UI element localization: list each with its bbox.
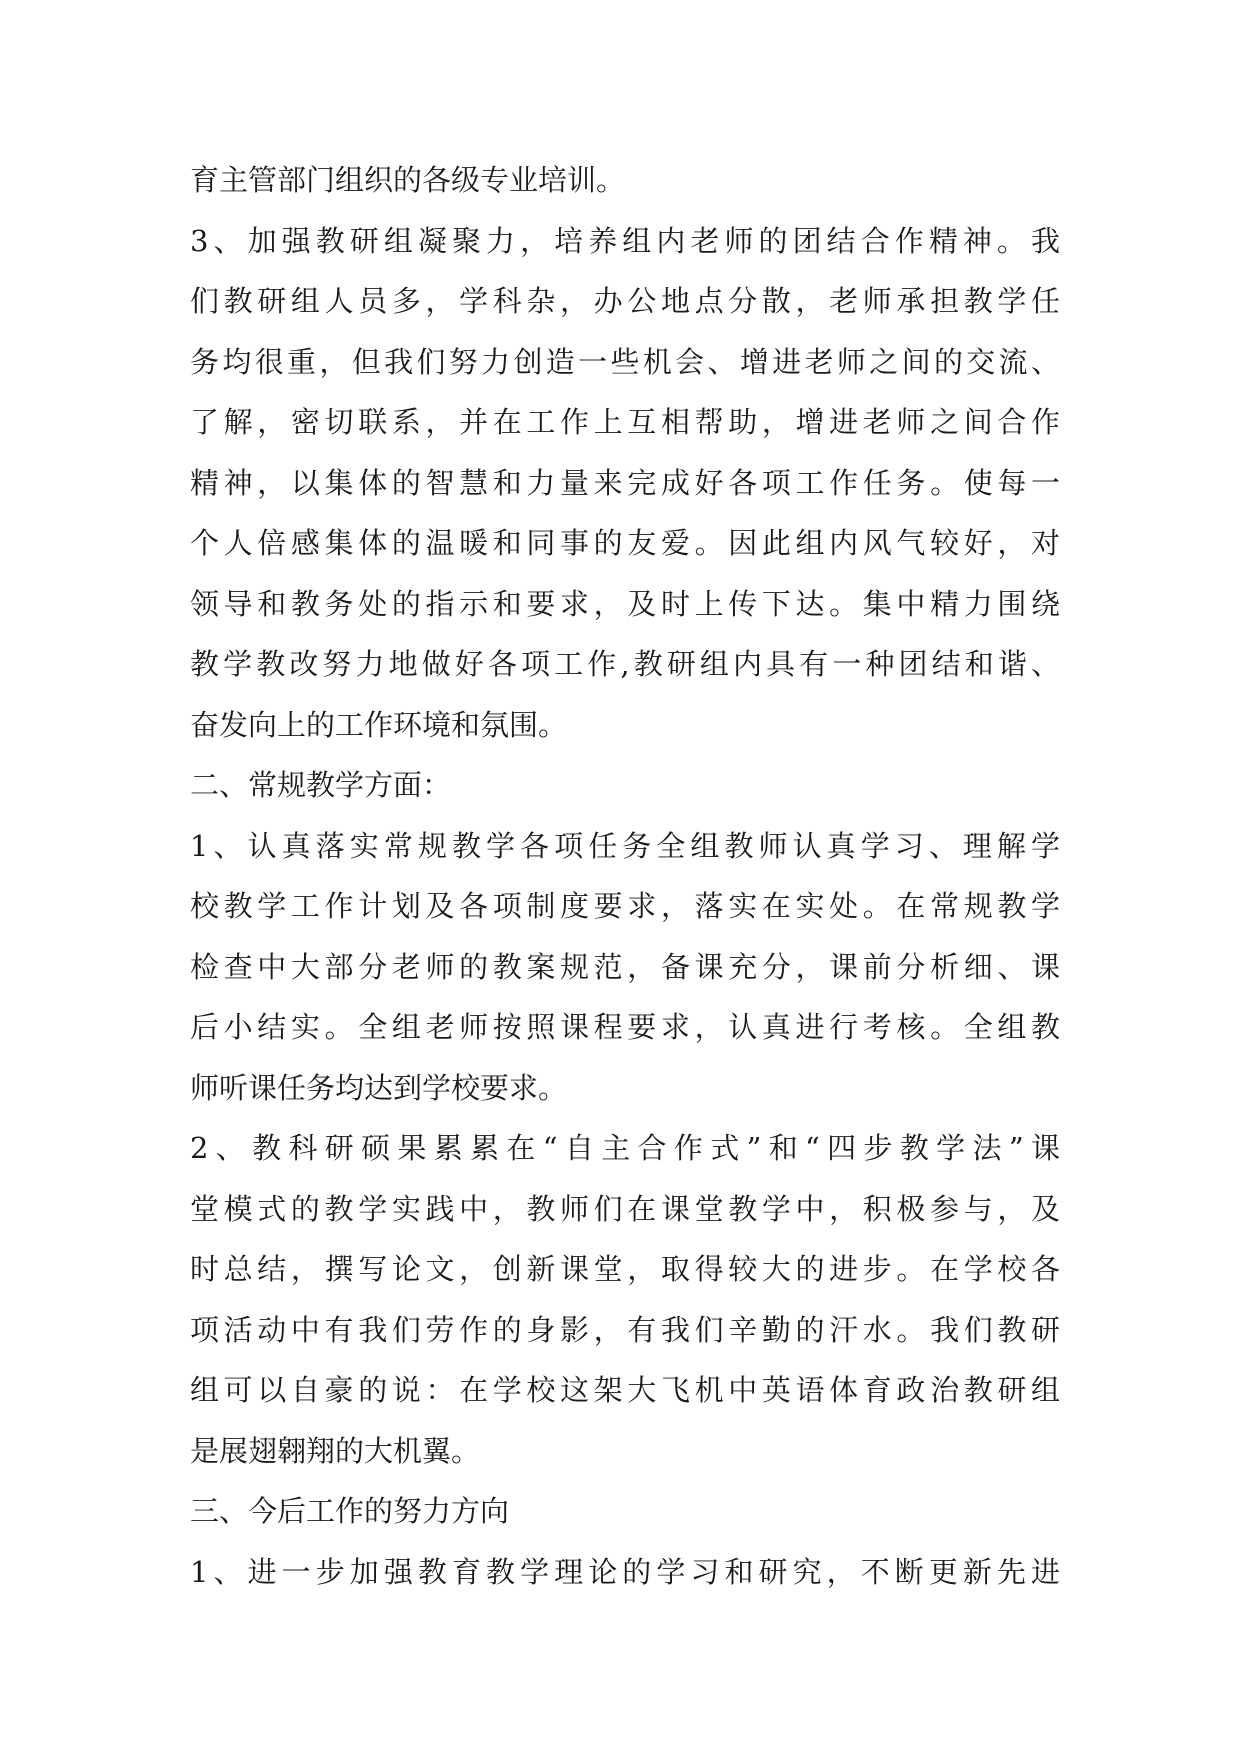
text-line: 了解，密切联系，并在工作上互相帮助，增进老师之间合作 bbox=[190, 405, 1060, 439]
section-heading: 二、常规教学方面： bbox=[190, 768, 452, 802]
text-line: 3、加强教研组凝聚力，培养组内老师的团结合作精神。我 bbox=[190, 223, 1060, 258]
text-line: 检查中大部分老师的教案规范，备课充分，课前分析细、课 bbox=[190, 949, 1060, 984]
text-line: 堂模式的教学实践中，教师们在课堂教学中，积极参与，及 bbox=[190, 1191, 1060, 1226]
text-line: 2、教科研硕果累累在“自主合作式”和“四步教学法”课 bbox=[190, 1131, 1060, 1165]
text-line: 们教研组人员多，学科杂，办公地点分散，老师承担教学任 bbox=[190, 284, 1060, 318]
text-line: 精神，以集体的智慧和力量来完成好各项工作任务。使每一 bbox=[190, 465, 1060, 500]
text-line: 组可以自豪的说：在学校这架大飞机中英语体育政治教研组 bbox=[190, 1373, 1060, 1407]
text-line: 领导和教务处的指示和要求，及时上传下达。集中精力围绕 bbox=[190, 586, 1060, 621]
text-line: 教学教改努力地做好各项工作,教研组内具有一种团结和谐、 bbox=[190, 647, 1060, 681]
text-line: 个人倍感集体的温暖和同事的友爱。因此组内风气较好，对 bbox=[190, 526, 1060, 560]
text-line: 育主管部门组织的各级专业培训。 bbox=[190, 163, 626, 197]
text-line: 1、进一步加强教育教学理论的学习和研究，不断更新先进 bbox=[190, 1554, 1060, 1589]
text-line: 师听课任务均达到学校要求。 bbox=[190, 1070, 568, 1105]
body-text bbox=[190, 150, 1060, 1602]
text-line: 1、认真落实常规教学各项任务全组教师认真学习、理解学 bbox=[190, 828, 1060, 863]
text-line: 是展翅翱翔的大机翼。 bbox=[190, 1433, 481, 1468]
text-line: 项活动中有我们劳作的身影，有我们辛勤的汗水。我们教研 bbox=[190, 1312, 1060, 1347]
text-line: 务均很重，但我们努力创造一些机会、增进老师之间的交流、 bbox=[190, 344, 1060, 379]
text-line: 校教学工作计划及各项制度要求，落实在实处。在常规教学 bbox=[190, 889, 1060, 923]
text-line: 后小结实。全组老师按照课程要求，认真进行考核。全组教 bbox=[190, 1010, 1060, 1044]
text-line: 奋发向上的工作环境和氛围。 bbox=[190, 707, 568, 742]
section-heading: 三、今后工作的努力方向 bbox=[190, 1494, 510, 1528]
text-line: 时总结，撰写论文，创新课堂，取得较大的进步。在学校各 bbox=[190, 1252, 1060, 1286]
